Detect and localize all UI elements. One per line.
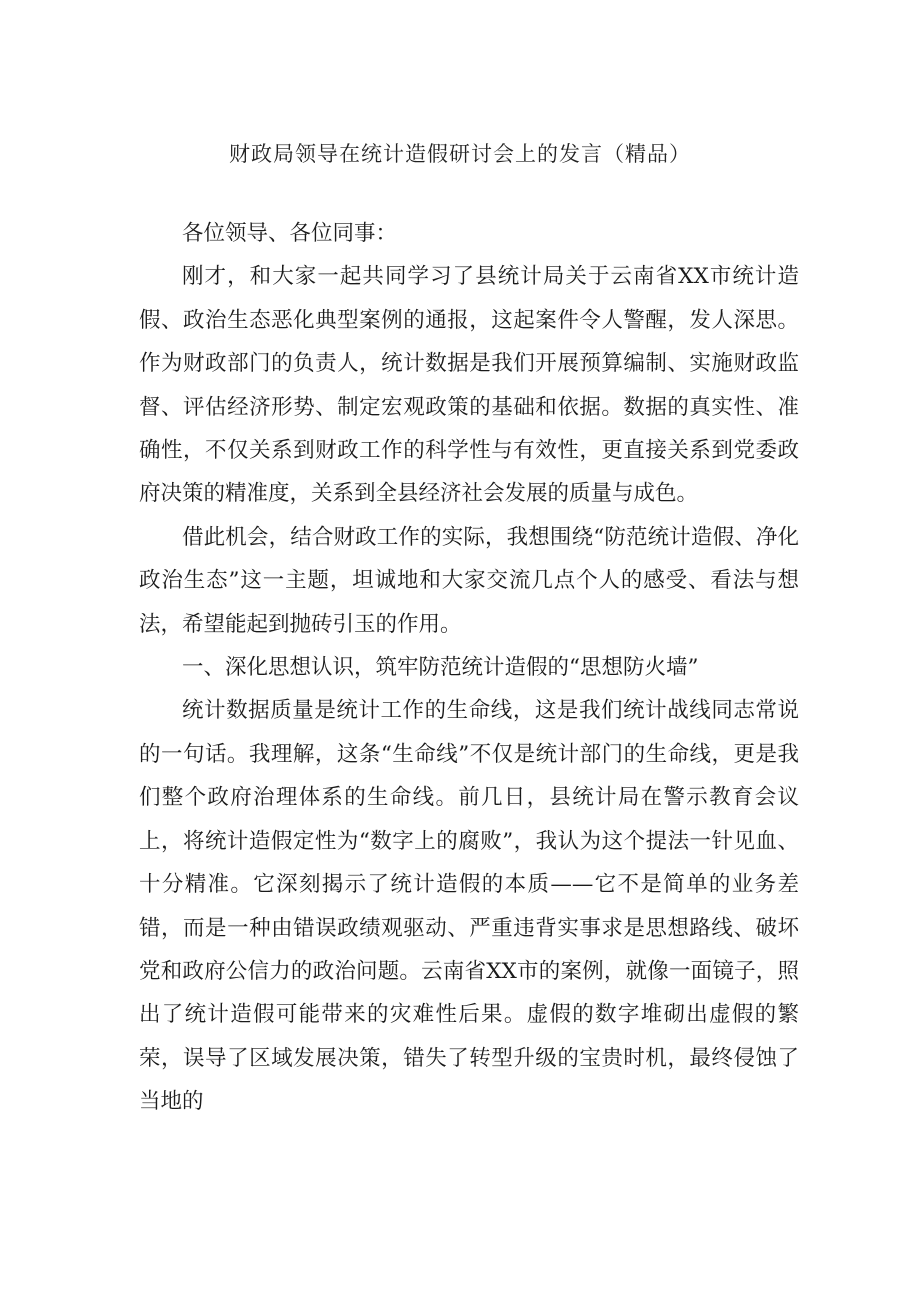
paragraph-opening: 刚才，和大家一起共同学习了县统计局关于云南省XX市统计造假、政治生态恶化典型案例的通报，这起案件令人警醒，发人深思。作为财政部门的负责人，统计数据是我们开展预算编制、实施财政监督、评估经济形势、制定宏观政策的基础和依据。数据的真实性、准确性，不仅关系到财政工作的科学性与有效性，更直接关系到党委政府决策的精准度，关系到全县经济社会发展的质量与成色。 <box>139 264 799 507</box>
document-title: 财政局领导在统计造假研讨会上的发言（精品） <box>229 142 691 166</box>
paragraph-topic: 借此机会，结合财政工作的实际，我想围绕“防范统计造假、净化政治生态”这一主题，坦诚地和大家交流几点个人的感受、看法与想法，希望能起到抛砖引玉的作用。 <box>139 524 799 637</box>
paragraph-salutation: 各位领导、各位同事： <box>182 221 398 246</box>
document-body <box>139 212 799 1124</box>
paragraph-section-1: 统计数据质量是统计工作的生命线，这是我们统计战线同志常说的一句话。我理解，这条“生命线”不仅是统计部门的生命线，更是我们整个政府治理体系的生命线。前几日，县统计局在警示教育会议上，将统计造假定性为“数字上的腐败”，我认为这个提法一针见血、十分精准。它深刻揭示了统计造假的本质——它不是简单的业务差错，而是一种由错误政绩观驱动、严重违背实事求是思想路线、破坏党和政府公信力的政治问题。云南省XX市的案例，就像一面镜子，照出了统计造假可能带来的灾难性后果。虚假的数字堆砌出虚假的繁荣，误导了区域发展决策，错失了转型升级的宝贵时机，最终侵蚀了当地的 <box>139 698 799 1115</box>
section-heading-1: 一、深化思想认识，筑牢防范统计造假的“思想防火墙” <box>182 655 699 681</box>
